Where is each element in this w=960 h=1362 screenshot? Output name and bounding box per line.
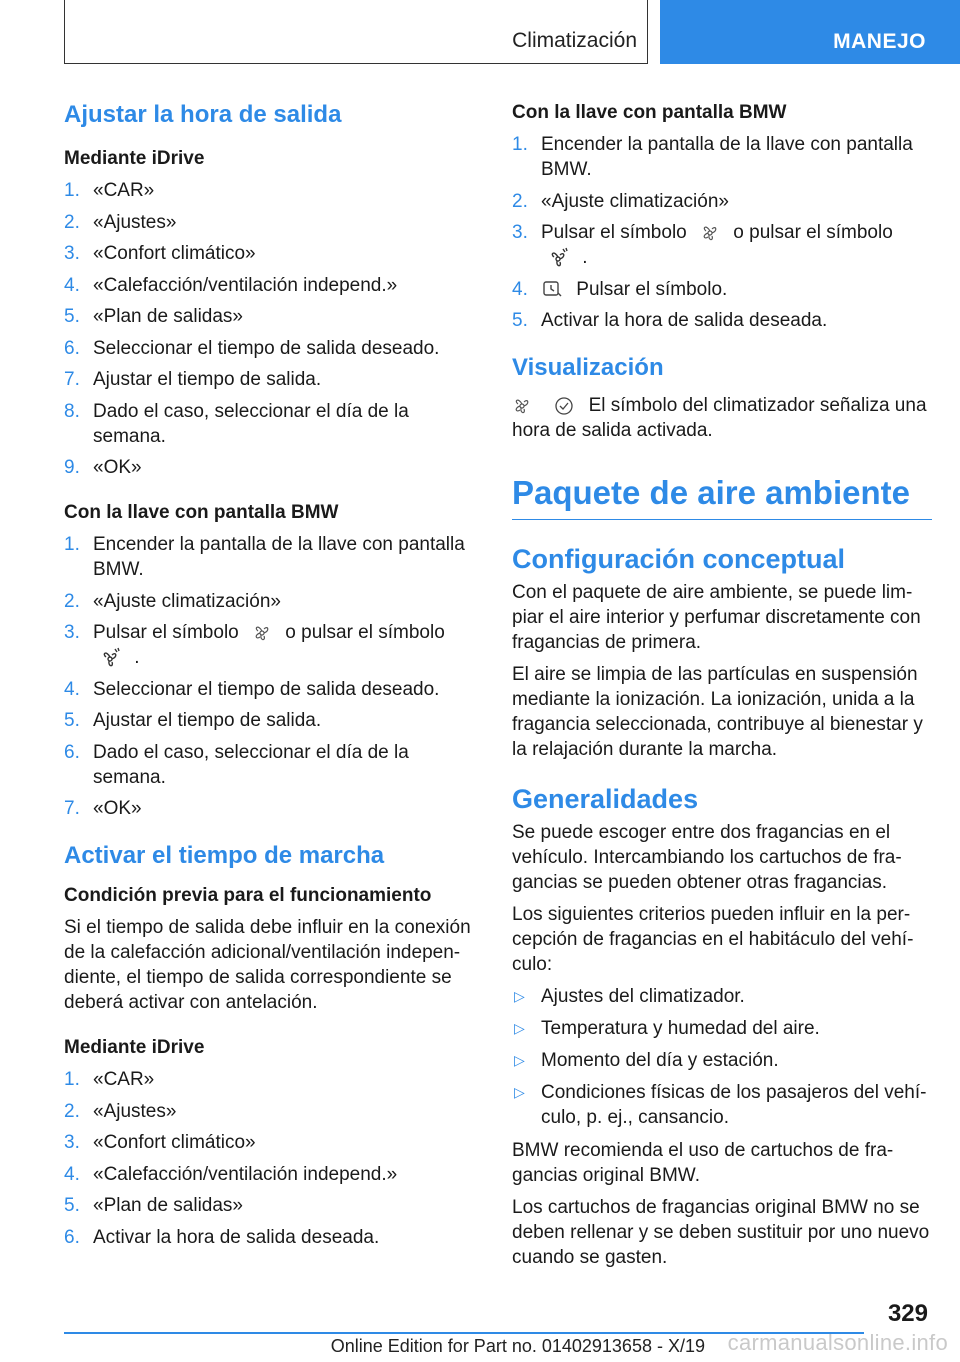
list-item: 4. «Calefacción/ventilación independ.» [64, 274, 398, 296]
list-item: 5. «Plan de salidas» [64, 1195, 243, 1216]
list-item: 2. «Ajustes» [64, 211, 177, 233]
list-item: 2. «Ajustes» [64, 1100, 177, 1122]
footer-edition: Online Edition for Part no. 01402913658 - X/19 [330, 1336, 705, 1356]
subheading-key-1: Con la llave con pantalla BMW [64, 502, 339, 523]
heading-display: Visualización [512, 354, 664, 381]
header-section-title: Climatización [512, 29, 637, 52]
fan-icon [252, 622, 272, 644]
list-item: 1. Encender la pantalla de la llave con pantalla BMW. [64, 534, 465, 580]
list-item: ▷ Temperatura y humedad del aire. [514, 1018, 820, 1039]
timer-icon [541, 278, 563, 300]
list-item: 3. «Confort climático» [64, 243, 256, 264]
heading-general: Generalidades [512, 784, 699, 814]
list-item: 4. Seleccionar el tiempo de salida deseado. [64, 678, 440, 700]
check-circle-icon [553, 395, 575, 417]
list-item: ▷ Condiciones físicas de los pasajeros del vehículo, p. ej., cansancio. [514, 1082, 927, 1128]
steps-idrive-2 [64, 1067, 484, 1250]
header-chapter-tab[interactable] [660, 0, 960, 64]
list-item: 8. Dado el caso, seleccionar el día de la semana. [64, 400, 409, 447]
steps-key-2 [512, 132, 932, 333]
list-item: 3. «Confort climático» [64, 1132, 256, 1153]
precondition-text: Si el tiempo de salida debe influir en la conexión de la calefacción adicional/ventilación independiente, el tiempo de salida correspondiente se deberá activar con antelación. [64, 917, 471, 1013]
list-item: 6. Seleccionar el tiempo de salida deseado. [64, 337, 440, 359]
general-paragraph-4: Los cartuchos de fragancias original BMW no se deben rellenar y se deben sustituir por uno nuevo cuando se gasten. [512, 1197, 930, 1268]
general-paragraph-1: Se puede escoger entre dos fragancias en el vehículo. Intercambiando los cartuchos de fragancias se pueden obtener otras fragancias. [512, 822, 902, 893]
steps-key-1 [64, 532, 484, 821]
heading-concept: Configuración conceptual [512, 544, 846, 574]
general-paragraph-2: Los siguientes criterios pueden influir en la percepción de fragancias en el habitáculo del vehículo: [512, 904, 914, 975]
general-bullet-list [512, 984, 932, 1130]
left-column [64, 100, 484, 1270]
list-item: 3. Pulsar el símbolo o pulsar el símbolo . [512, 222, 893, 268]
right-column [512, 100, 932, 1277]
list-item: 3. Pulsar el símbolo o pulsar el símbolo . [64, 622, 445, 668]
fan-heat-icon [101, 647, 121, 669]
list-item: 6. Dado el caso, seleccionar el día de la semana. [64, 741, 409, 788]
list-item: 1. «CAR» [64, 180, 155, 201]
fan-icon [512, 395, 532, 417]
list-item: 1. Encender la pantalla de la llave con pantalla BMW. [512, 134, 913, 180]
list-item: 6. Activar la hora de salida deseada. [64, 1226, 380, 1248]
display-text: El símbolo del climatizador señaliza una hora de salida activada. [512, 395, 927, 441]
fan-icon [700, 222, 720, 244]
list-item: 4. Pulsar el símbolo. [512, 278, 728, 300]
list-item: 7. «OK» [64, 798, 142, 819]
list-item: 2. «Ajuste climatización» [512, 190, 729, 212]
list-item: 2. «Ajuste climatización» [64, 590, 281, 612]
list-item: 9. «OK» [64, 457, 142, 478]
heading-activate-runtime: Activar el tiempo de marcha [64, 842, 385, 869]
header-section-box [64, 0, 648, 64]
subheading-key-2: Con la llave con pantalla BMW [512, 102, 787, 123]
page-number: 329 [887, 1300, 928, 1327]
subheading-idrive-1: Mediante iDrive [64, 148, 205, 169]
list-item: ▷ Momento del día y estación. [514, 1050, 779, 1071]
list-item: 4. «Calefacción/ventilación independ.» [64, 1163, 398, 1185]
list-item: 5. «Plan de salidas» [64, 306, 243, 327]
list-item: ▷ Ajustes del climatizador. [514, 986, 745, 1007]
list-item: 7. Ajustar el tiempo de salida. [64, 369, 322, 390]
header-chapter-label: MANEJO [833, 30, 926, 53]
subheading-precondition: Condición previa para el funcionamiento [64, 885, 432, 906]
heading-ambient-air: Paquete de aire ambiente [512, 473, 932, 520]
heading-set-departure: Ajustar la hora de salida [64, 101, 342, 128]
subheading-idrive-2: Mediante iDrive [64, 1037, 205, 1058]
fan-heat-icon [549, 247, 569, 269]
list-item: 5. Ajustar el tiempo de salida. [64, 710, 322, 731]
concept-paragraph-2: El aire se limpia de las partículas en suspensión mediante la ionización. La ionización, unida a la fragancia seleccionada, contribuye al bienestar y la relajación durante la marcha. [512, 664, 923, 760]
list-item: 5. Activar la hora de salida deseada. [512, 310, 828, 331]
steps-idrive-1 [64, 178, 484, 480]
watermark: carmanualsonline.info [727, 1330, 948, 1355]
concept-paragraph-1: Con el paquete de aire ambiente, se puede limpiar el aire interior y perfumar discretamente con fragancias de primera. [512, 582, 921, 653]
list-item: 1. «CAR» [64, 1069, 155, 1090]
general-paragraph-3: BMW recomienda el uso de cartuchos de fragancias original BMW. [512, 1140, 894, 1186]
